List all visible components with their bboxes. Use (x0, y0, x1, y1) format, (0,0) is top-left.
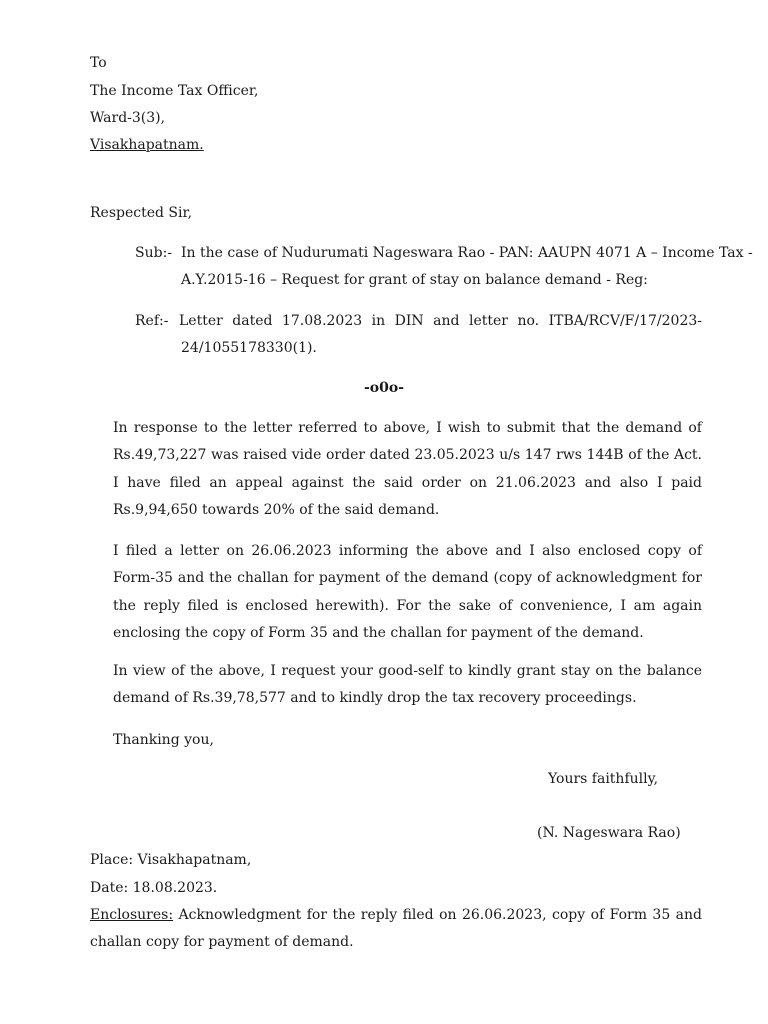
body-paragraph-2: I filed a letter on 26.06.2023 informing the above and I also enclosed copy of Form-35 and the challan for payment of the demand (copy of acknowledgment for the reply filed is enclosed herewith). For the sake of convenience, I am again enclosing the copy of Form 35 and the challan for payment of the demand. (113, 543, 702, 641)
enclosures-text: Acknowledgment for the reply filed on 26.06.2023, copy of Form 35 and challan copy for payment of demand. (90, 907, 702, 951)
subject-line-2: A.Y.2015-16 – Request for grant of stay on balance demand - Reg: (181, 272, 648, 288)
signatory-name: (N. Nageswara Rao) (537, 825, 681, 841)
reference-label: Ref:- (135, 313, 169, 329)
reference-line-2: 24/1055178330(1). (181, 340, 317, 356)
address-to: To (90, 55, 107, 71)
body-paragraph-1: In response to the letter referred to above, I wish to submit that the demand of Rs.49,73,227 was raised vide order dated 23.05.2023 u/s 147 rws 144B of the Act. I have filed an appeal against the said order on 21.06.2023 and also I paid Rs.9,94,650 towards 20% of the said demand. (113, 420, 702, 518)
subject-line-1: In the case of Nudurumati Nageswara Rao - PAN: AAUPN 4071 A – Income Tax - (181, 245, 753, 261)
reference-line-1: Letter dated 17.08.2023 in DIN and letter no. ITBA/RCV/F/17/2023- (179, 313, 702, 329)
address-city: Visakhapatnam. (90, 137, 204, 153)
subject-label: Sub:- (135, 245, 173, 261)
address-ward: Ward-3(3), (90, 110, 166, 126)
place: Place: Visakhapatnam, (90, 852, 252, 868)
closing-yours: Yours faithfully, (548, 771, 659, 787)
thanks: Thanking you, (113, 732, 214, 748)
address-office: The Income Tax Officer, (90, 83, 259, 99)
separator: -o0o- (363, 380, 405, 396)
enclosures-label: Enclosures: (90, 907, 174, 923)
body-paragraph-3: In view of the above, I request your good-self to kindly grant stay on the balance demand of Rs.39,78,577 and to kindly drop the tax recovery proceedings. (113, 663, 702, 707)
enclosures (90, 902, 702, 957)
date: Date: 18.08.2023. (90, 880, 218, 896)
salutation: Respected Sir, (90, 205, 193, 221)
